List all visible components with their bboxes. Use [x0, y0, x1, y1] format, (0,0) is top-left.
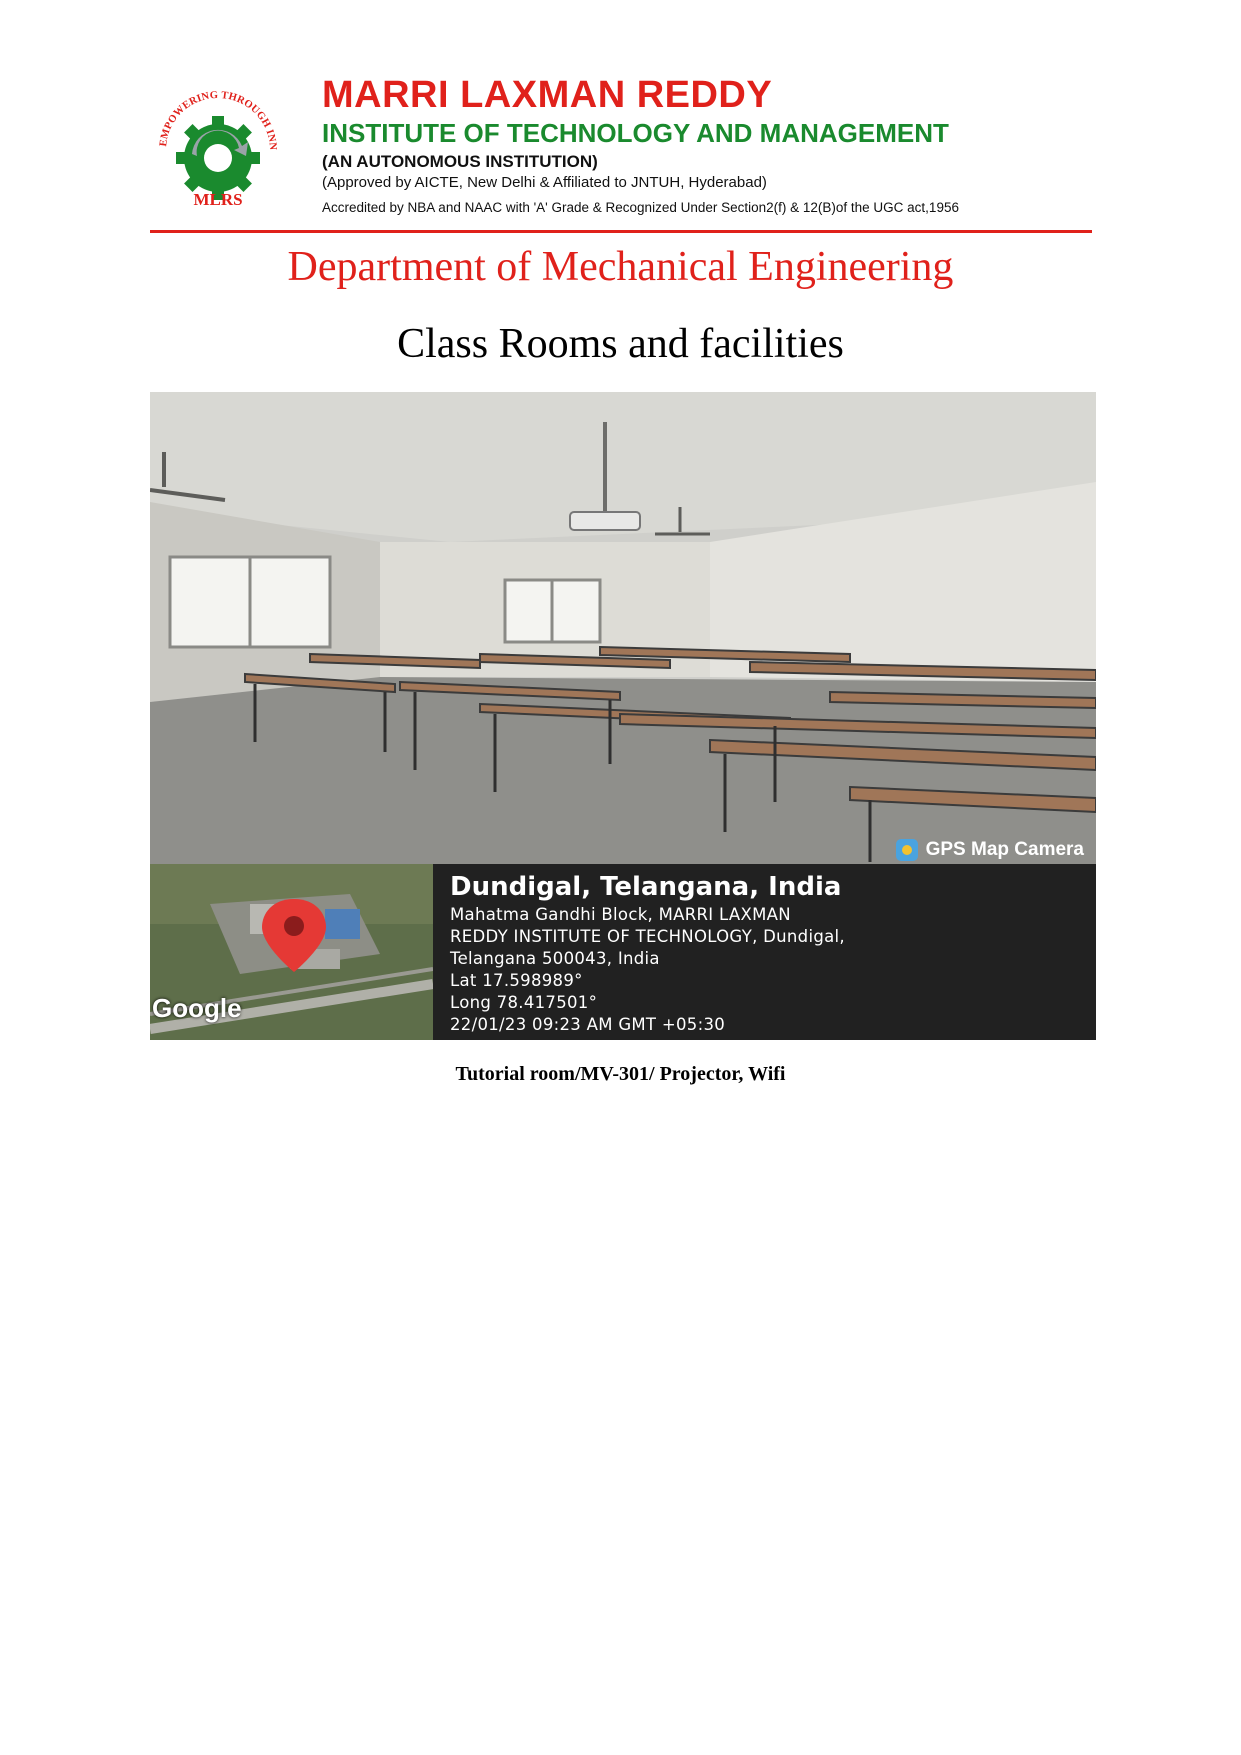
address-line: Mahatma Gandhi Block, MARRI LAXMAN [450, 905, 791, 924]
geotag-panel [150, 864, 1096, 1040]
logo-ring-text: EMPOWERING THROUGH INN [158, 89, 279, 151]
projector-icon [570, 512, 640, 530]
gear-logo-icon [148, 80, 288, 210]
logo-acronym: MLRS [193, 190, 243, 209]
google-logo: Google [152, 993, 242, 1023]
photo-caption: Tutorial room/MV-301/ Projector, Wifi [455, 1063, 786, 1085]
map-thumbnail [150, 864, 433, 1040]
accreditation-line: Accredited by NBA and NAAC with 'A' Grade & Recognized Under Section2(f) & 12(B)of the UGC act,1956 [322, 200, 959, 215]
autonomous-status: (AN AUTONOMOUS INSTITUTION) [322, 152, 598, 171]
header-divider [150, 230, 1092, 233]
geotag-details [450, 870, 845, 1036]
institution-subtitle: INSTITUTE OF TECHNOLOGY AND MANAGEMENT [322, 118, 949, 148]
longitude-value: Long 78.417501° [450, 993, 598, 1012]
camera-app-label: GPS Map Camera [925, 839, 1084, 860]
timestamp-value: 22/01/23 09:23 AM GMT +05:30 [450, 1015, 726, 1034]
gps-map-camera-icon [896, 839, 918, 861]
section-title: Class Rooms and facilities [397, 321, 844, 367]
address-line: REDDY INSTITUTE OF TECHNOLOGY, Dundigal, [450, 927, 845, 946]
latitude-value: Lat 17.598989° [450, 971, 583, 990]
department-title: Department of Mechanical Engineering [287, 244, 954, 290]
address-line: Telangana 500043, India [450, 949, 660, 968]
institution-name: MARRI LAXMAN REDDY [322, 74, 773, 116]
classroom-scene [150, 392, 1096, 864]
classroom-photo [150, 392, 1096, 1040]
approval-line: (Approved by AICTE, New Delhi & Affiliated to JNTUH, Hyderabad) [322, 174, 767, 191]
gps-camera-badge [896, 836, 1084, 864]
location-title: Dundigal, Telangana, India [450, 872, 842, 902]
institution-logo [148, 80, 288, 210]
